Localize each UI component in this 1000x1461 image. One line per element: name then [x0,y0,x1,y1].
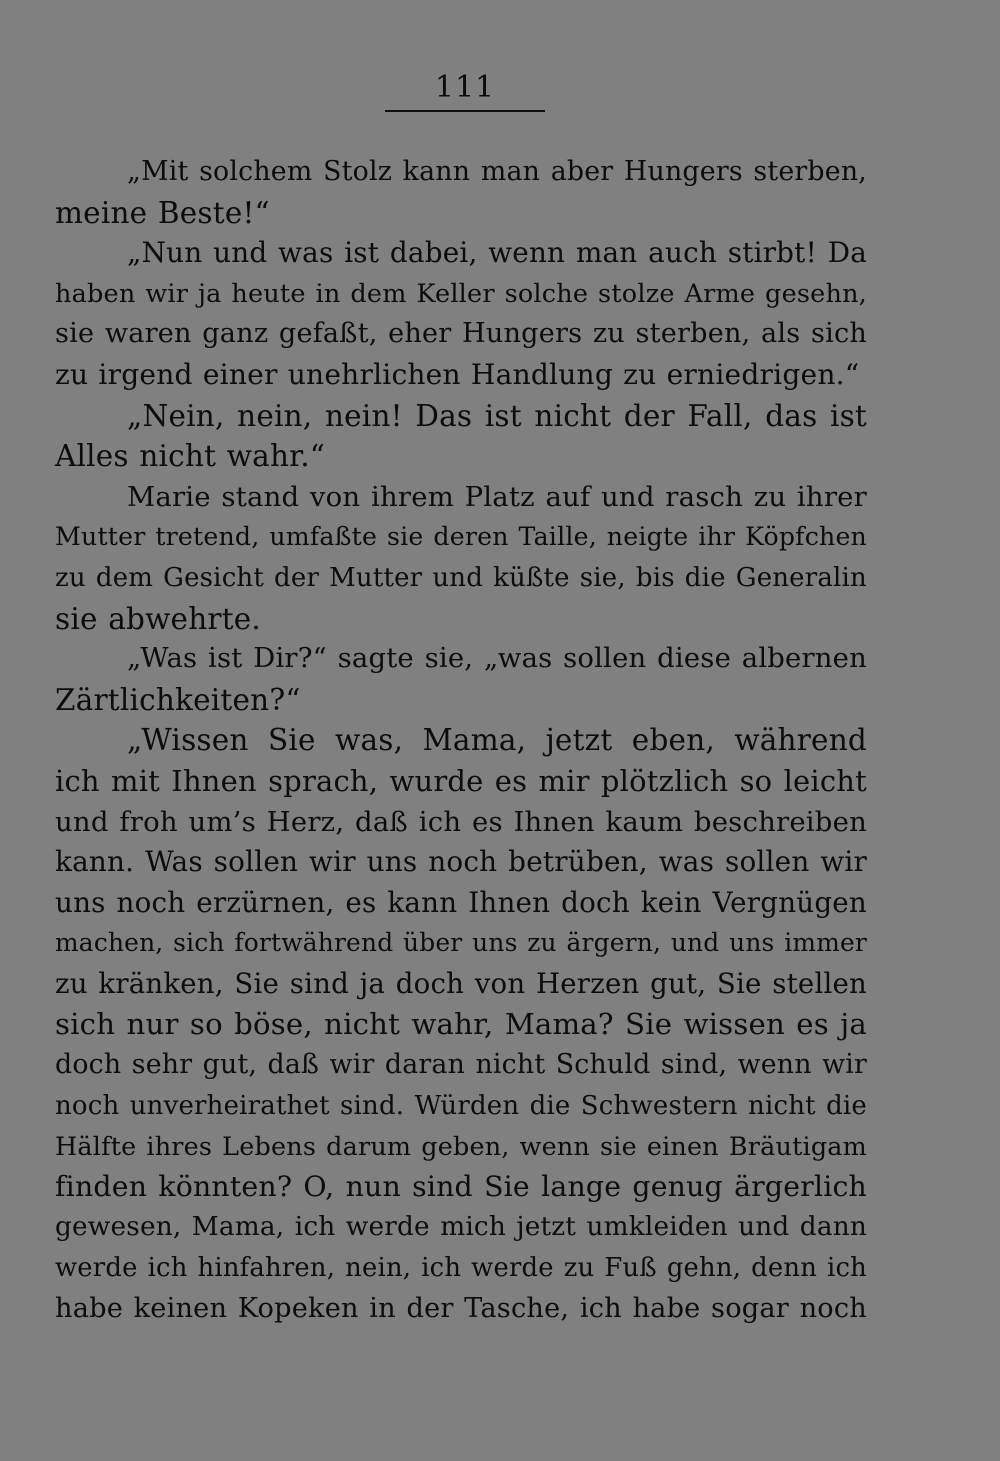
text-line: ich mit Ihnen sprach, wurde es mir plötzlich so leicht [55,763,867,798]
text-line: Alles nicht wahr.“ [55,439,326,474]
text-line: „Mit solchem Stolz kann man aber Hungers sterben, [127,156,867,187]
text-line: sie abwehrte. [55,601,261,636]
text-line: Marie stand von ihrem Platz auf und rasch zu ihrer [127,480,867,513]
page-number: 111 [434,70,496,105]
text-line: „Was ist Dir?“ sagte sie, „was sollen diese albernen [127,643,867,675]
text-line: haben wir ja heute in dem Keller solche stolze Arme gesehn, [55,278,867,309]
text-line: werde ich hinfahren, nein, ich werde zu Fuß gehn, denn ich [55,1253,867,1284]
text-line: doch sehr gut, daß wir daran nicht Schuld sind, wenn wir [55,1049,867,1081]
body-text [55,152,867,1329]
text-line: uns noch erzürnen, es kann Ihnen doch kein Vergnügen [55,885,867,919]
text-line: Zärtlichkeiten?“ [55,682,301,717]
text-line: sie waren ganz gefaßt, eher Hungers zu sterben, als sich [55,318,867,350]
text-line: gewesen, Mama, ich werde mich jetzt umkleiden und dann [55,1212,867,1243]
text-line: zu kränken, Sie sind ja doch von Herzen gut, Sie stellen [55,966,867,1000]
text-line: Mutter tretend, umfaßte sie deren Taille, neigte ihr Köpfchen [55,522,867,552]
text-line: Hälfte ihres Lebens darum geben, wenn sie einen Bräutigam [55,1131,867,1162]
text-line: habe keinen Kopeken in der Tasche, ich habe sogar noch [55,1292,867,1324]
header-rule [385,110,545,112]
text-line: kann. Was sollen wir uns noch betrüben, was sollen wir [55,845,867,879]
text-line: zu dem Gesicht der Mutter und küßte sie, bis die Generalin [55,562,867,593]
text-line: finden könnten? O, nun sind Sie lange genug ärgerlich [55,1169,867,1203]
text-line: und froh um’s Herz, daß ich es Ihnen kaum beschreiben [55,805,867,838]
text-line: „Wissen Sie was, Mama, jetzt eben, während [127,723,867,758]
text-line: zu irgend einer unehrlichen Handlung zu erniedrigen.“ [55,357,860,391]
text-line: sich nur so böse, nicht wahr, Mama? Sie wissen es ja [55,1007,867,1042]
text-line: „Nun und was ist dabei, wenn man auch stirbt! Da [127,236,867,270]
text-line: noch unverheirathet sind. Würden die Schwestern nicht die [55,1090,867,1121]
text-line: meine Beste!“ [55,195,270,230]
text-line: „Nein, nein, nein! Das ist nicht der Fall, das ist [127,398,867,433]
text-line: machen, sich fortwährend über uns zu ärgern, und uns immer [55,928,867,958]
